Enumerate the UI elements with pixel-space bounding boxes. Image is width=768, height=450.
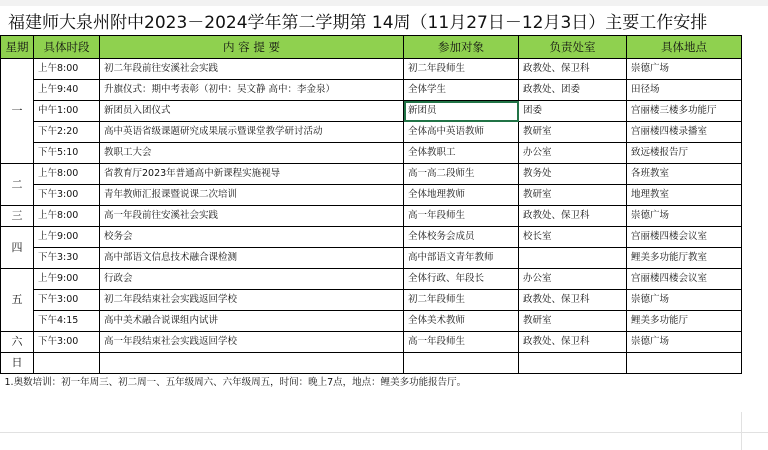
cell-day[interactable]: 四 [1,227,34,269]
cell-content[interactable]: 新团员入团仪式 [100,101,404,122]
cell-attendees[interactable]: 全体行政、年段长 [404,269,519,290]
cell-office[interactable]: 政教处、团委 [519,80,627,101]
cell-office[interactable]: 教研室 [519,185,627,206]
cell-office[interactable]: 教研室 [519,122,627,143]
cell-attendees[interactable]: 初二年段师生 [404,290,519,311]
cell-time[interactable]: 下午3:00 [34,332,100,353]
cell-content[interactable]: 高中美术融合说课组内试讲 [100,311,404,332]
cell-location[interactable]: 宫丽楼四楼会议室 [627,269,742,290]
cell-location[interactable]: 崇德广场 [627,290,742,311]
cell-office[interactable]: 政教处、保卫科 [519,59,627,80]
cell-content[interactable]: 校务会 [100,227,404,248]
cell-location[interactable]: 各班教室 [627,164,742,185]
cell-office[interactable]: 政教处、保卫科 [519,290,627,311]
cell-content[interactable]: 初二年段前往安溪社会实践 [100,59,404,80]
table-row [1,80,742,101]
header-day[interactable]: 星期 [1,36,34,59]
cell-content[interactable]: 高一年段结束社会实践返回学校 [100,332,404,353]
cell-content[interactable]: 初二年段结束社会实践返回学校 [100,290,404,311]
cell-location[interactable]: 宫丽楼三楼多功能厅 [627,101,742,122]
table-row [1,101,742,122]
cell-office[interactable]: 校长室 [519,227,627,248]
cell-office[interactable] [519,248,627,269]
cell-content[interactable]: 高中部语文信息技术融合课检测 [100,248,404,269]
cell-time[interactable]: 上午8:00 [34,206,100,227]
cell-location[interactable]: 宫丽楼四楼录播室 [627,122,742,143]
header-content[interactable]: 内 容 提 要 [100,36,404,59]
cell-location[interactable]: 宫丽楼四楼会议室 [627,227,742,248]
cell-day[interactable]: 六 [1,332,34,353]
cell-day[interactable]: 二 [1,164,34,206]
cell-content[interactable]: 高一年段前往安溪社会实践 [100,206,404,227]
cell-location[interactable]: 鲤美多功能厅 [627,311,742,332]
table-row [1,269,742,290]
table-row [1,59,742,80]
cell-day[interactable]: 三 [1,206,34,227]
cell-day[interactable]: 一 [1,59,34,164]
cell-time[interactable]: 下午2:20 [34,122,100,143]
cell-time[interactable]: 下午3:00 [34,290,100,311]
cell-attendees[interactable]: 全体地理教师 [404,185,519,206]
cell-office[interactable] [519,353,627,374]
cell-attendees[interactable]: 新团员 [404,101,519,122]
cell-attendees[interactable]: 全体高中英语教师 [404,122,519,143]
cell-attendees[interactable]: 高一高二段师生 [404,164,519,185]
table-row [1,311,742,332]
cell-time[interactable]: 上午9:40 [34,80,100,101]
cell-location[interactable]: 崇德广场 [627,59,742,80]
cell-office[interactable]: 团委 [519,101,627,122]
cell-location[interactable]: 田径场 [627,80,742,101]
table-row [1,332,742,353]
cell-office[interactable]: 办公室 [519,269,627,290]
table-row [1,227,742,248]
note-cell[interactable]: 1.奥数培训：初一年周三、初二周一、五年级周六、六年级周五，时间：晚上7点，地点：鲤美多功能报告厅。 [1,374,742,393]
table-row [1,206,742,227]
sheet-gridline-vertical [741,412,742,450]
cell-location[interactable]: 地理教室 [627,185,742,206]
cell-content[interactable]: 行政会 [100,269,404,290]
cell-location[interactable]: 崇德广场 [627,206,742,227]
table-row [1,164,742,185]
cell-time[interactable]: 上午8:00 [34,59,100,80]
cell-time[interactable]: 上午8:00 [34,164,100,185]
cell-time[interactable]: 上午9:00 [34,227,100,248]
cell-content[interactable]: 省教育厅2023年普通高中新课程实施视导 [100,164,404,185]
cell-time[interactable]: 上午9:00 [34,269,100,290]
cell-attendees[interactable]: 高中部语文青年教师 [404,248,519,269]
cell-content[interactable]: 升旗仪式：期中考表彰（初中：吴文静 高中：李金泉） [100,80,404,101]
cell-location[interactable]: 崇德广场 [627,332,742,353]
cell-attendees[interactable] [404,353,519,374]
cell-attendees[interactable]: 初二年段师生 [404,59,519,80]
cell-office[interactable]: 政教处、保卫科 [519,206,627,227]
header-time[interactable]: 具体时段 [34,36,100,59]
cell-office[interactable]: 办公室 [519,143,627,164]
cell-location[interactable]: 致远楼报告厅 [627,143,742,164]
table-row [1,143,742,164]
cell-location[interactable] [627,353,742,374]
cell-day[interactable]: 日 [1,353,34,374]
table-row [1,248,742,269]
cell-office[interactable]: 教务处 [519,164,627,185]
cell-content[interactable]: 青年教师汇报课暨说课二次培训 [100,185,404,206]
header-attendees[interactable]: 参加对象 [404,36,519,59]
cell-content[interactable]: 教职工大会 [100,143,404,164]
cell-attendees[interactable]: 全体学生 [404,80,519,101]
header-location[interactable]: 具体地点 [627,36,742,59]
cell-office[interactable]: 教研室 [519,311,627,332]
cell-time[interactable]: 下午4:15 [34,311,100,332]
note-row [1,374,742,393]
header-row [1,36,742,59]
page-title: 福建师大泉州附中2023－2024学年第二学期第 14周（11月27日－12月3日）主要工作安排 [8,13,708,33]
cell-content[interactable]: 高中英语省级课题研究成果展示暨课堂教学研讨活动 [100,122,404,143]
cell-attendees[interactable]: 高一年段师生 [404,332,519,353]
table-row [1,185,742,206]
sheet-gridline [0,432,768,433]
cell-attendees[interactable]: 全体教职工 [404,143,519,164]
cell-content[interactable] [100,353,404,374]
table-row [1,353,742,374]
header-office[interactable]: 负责处室 [519,36,627,59]
cell-time[interactable]: 下午3:00 [34,185,100,206]
table-row [1,122,742,143]
cell-attendees[interactable]: 高一年段师生 [404,206,519,227]
cell-time[interactable]: 下午5:10 [34,143,100,164]
cell-attendees[interactable]: 全体校务会成员 [404,227,519,248]
cell-time[interactable]: 中午1:00 [34,101,100,122]
cell-office[interactable]: 政教处、保卫科 [519,332,627,353]
cell-attendees[interactable]: 全体美术教师 [404,311,519,332]
cell-time[interactable] [34,353,100,374]
schedule-table [0,35,742,392]
cell-day[interactable]: 五 [1,269,34,332]
table-row [1,290,742,311]
cell-location[interactable]: 鲤美多功能厅教室 [627,248,742,269]
sheet-column-strip [0,0,768,6]
cell-time[interactable]: 下午3:30 [34,248,100,269]
